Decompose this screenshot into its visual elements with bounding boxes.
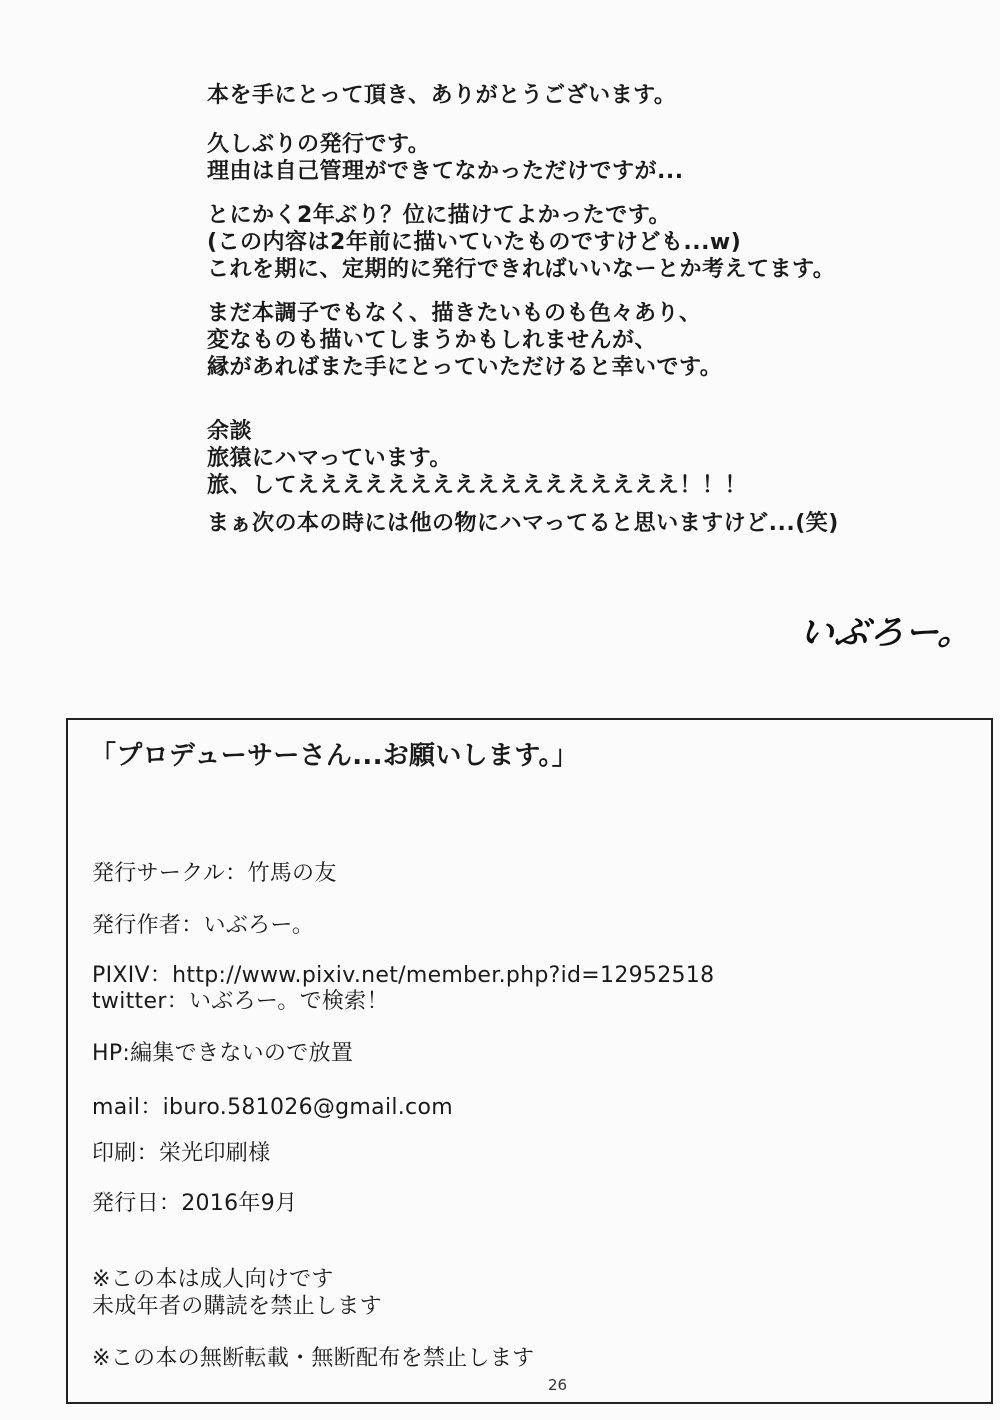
publisher-circle: 発行サークル：竹馬の友 (92, 861, 337, 886)
afterword-paragraph-thanks (207, 82, 676, 109)
page-number: 26 (548, 1376, 568, 1394)
afterword-paragraph-closing (207, 510, 839, 537)
afterword-line: 変なものも描いてしまうかもしれませんが、 (207, 328, 658, 353)
printer-info: 印刷：栄光印刷様 (92, 1141, 271, 1166)
afterword-line: これを期に、定期的に発行できればいいなーとか考えてます。 (207, 257, 836, 282)
afterword-paragraph-plans (207, 300, 722, 381)
afterword-line: (この内容は2年前に描いていたものですけども...w) (207, 230, 742, 255)
twitter-info: twitter：いぶろー。で検索！ (92, 989, 389, 1014)
book-title: 「プロデューサーさん...お願いします。」 (90, 741, 579, 771)
publish-date: 発行日：2016年9月 (92, 1191, 298, 1216)
minor-prohibition-notice: 未成年者の購読を禁止します (92, 1294, 382, 1319)
colophon-box (66, 718, 993, 1404)
pixiv-link: PIXIV：http://www.pixiv.net/member.php?id=12952518 (92, 963, 715, 988)
afterword-paragraph-first-release (207, 131, 684, 185)
afterword-line: 旅、してえええええええええええええええええ！！！ (207, 473, 748, 498)
afterword-line: とにかく2年ぶり？位に描けてよかったです。 (207, 203, 672, 228)
afterword-line: 余談 (207, 419, 253, 444)
afterword-line: まだ本調子でもなく、描きたいものも色々あり、 (207, 301, 702, 326)
afterword-line: まぁ次の本の時には他の物にハマってると思いますけど...(笑) (207, 511, 839, 536)
publisher-author: 発行作者：いぶろー。 (92, 913, 315, 938)
afterword-line: 本を手にとって頂き、ありがとうございます。 (207, 83, 677, 108)
afterword-paragraph-digression (207, 418, 747, 499)
afterword-line: 理由は自己管理ができてなかっただけですが... (207, 159, 684, 184)
copy-prohibition-notice: ※この本の無断転載・無断配布を禁止します (92, 1346, 535, 1371)
afterword-line: 旅猿にハマっています。 (207, 446, 452, 471)
afterword-line: 縁があればまた手にとっていただけると幸いです。 (207, 355, 723, 380)
adult-notice: ※この本は成人向けです (92, 1267, 334, 1292)
afterword-line: 久しぶりの発行です。 (207, 132, 431, 157)
mail-address: mail：iburo.581026@gmail.com (92, 1095, 453, 1120)
afterword-paragraph-two-years (207, 202, 835, 283)
homepage-info: HP:編集できないので放置 (92, 1041, 354, 1066)
author-signature: いぶろー。 (797, 613, 976, 653)
